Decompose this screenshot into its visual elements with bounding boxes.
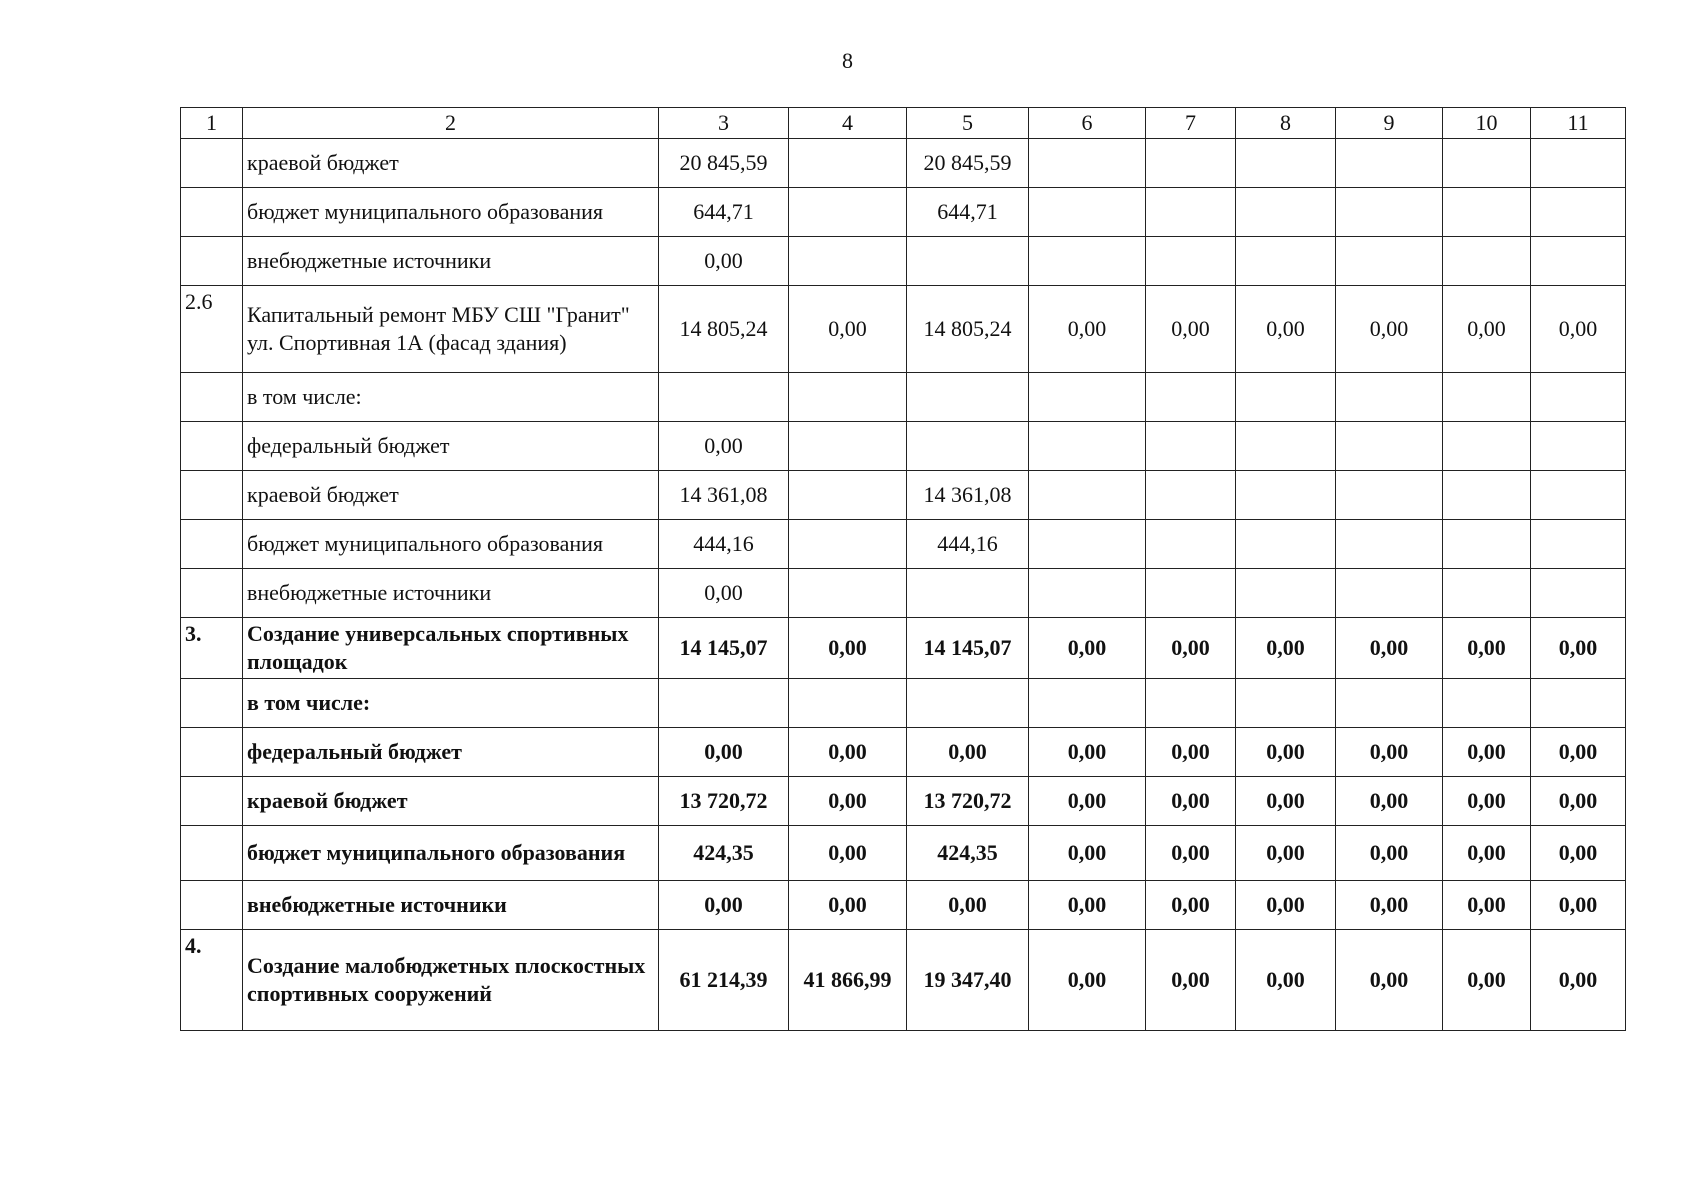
value-cell (789, 373, 907, 422)
row-label-cell: краевой бюджет (243, 777, 659, 826)
value-cell (1336, 679, 1443, 728)
value-cell (907, 679, 1029, 728)
value-cell: 0,00 (1336, 728, 1443, 777)
row-number-cell: 3. (181, 618, 243, 679)
table-header-row (181, 108, 1626, 139)
value-cell (789, 520, 907, 569)
column-header: 9 (1336, 108, 1443, 139)
row-label-cell: внебюджетные источники (243, 881, 659, 930)
column-header: 8 (1236, 108, 1336, 139)
table-row (181, 569, 1626, 618)
value-cell (907, 373, 1029, 422)
value-cell: 0,00 (789, 286, 907, 373)
value-cell (1443, 139, 1531, 188)
table-row (181, 286, 1626, 373)
value-cell (1029, 139, 1146, 188)
value-cell (1336, 188, 1443, 237)
value-cell: 0,00 (789, 728, 907, 777)
value-cell: 0,00 (1531, 777, 1626, 826)
value-cell: 0,00 (789, 777, 907, 826)
column-header: 10 (1443, 108, 1531, 139)
value-cell: 0,00 (1443, 728, 1531, 777)
value-cell: 0,00 (1236, 728, 1336, 777)
row-label-cell: внебюджетные источники (243, 237, 659, 286)
value-cell: 0,00 (1236, 286, 1336, 373)
value-cell (1531, 139, 1626, 188)
value-cell: 41 866,99 (789, 930, 907, 1031)
value-cell: 0,00 (1336, 286, 1443, 373)
row-number-cell (181, 373, 243, 422)
table-row (181, 373, 1626, 422)
value-cell: 0,00 (907, 881, 1029, 930)
column-header: 2 (243, 108, 659, 139)
value-cell: 0,00 (1146, 286, 1236, 373)
value-cell: 14 805,24 (659, 286, 789, 373)
value-cell: 20 845,59 (659, 139, 789, 188)
row-number-cell (181, 139, 243, 188)
row-label-cell: федеральный бюджет (243, 422, 659, 471)
value-cell: 14 145,07 (659, 618, 789, 679)
value-cell: 424,35 (659, 826, 789, 881)
row-label-cell: внебюджетные источники (243, 569, 659, 618)
value-cell (1029, 237, 1146, 286)
table-row (181, 471, 1626, 520)
value-cell (1336, 237, 1443, 286)
value-cell: 0,00 (1236, 826, 1336, 881)
value-cell: 0,00 (1336, 826, 1443, 881)
value-cell: 0,00 (1029, 286, 1146, 373)
value-cell: 14 361,08 (659, 471, 789, 520)
value-cell: 0,00 (659, 728, 789, 777)
row-number-cell (181, 569, 243, 618)
row-number-cell (181, 826, 243, 881)
value-cell (1146, 471, 1236, 520)
value-cell: 0,00 (1236, 777, 1336, 826)
value-cell (1443, 569, 1531, 618)
value-cell (789, 139, 907, 188)
row-number-cell (181, 422, 243, 471)
value-cell (1236, 188, 1336, 237)
value-cell: 0,00 (659, 422, 789, 471)
row-number-cell (181, 237, 243, 286)
value-cell (1029, 373, 1146, 422)
value-cell: 61 214,39 (659, 930, 789, 1031)
value-cell: 0,00 (1531, 930, 1626, 1031)
value-cell (1531, 520, 1626, 569)
row-label-cell: краевой бюджет (243, 139, 659, 188)
value-cell: 0,00 (1531, 826, 1626, 881)
row-number-cell (181, 188, 243, 237)
value-cell (1443, 422, 1531, 471)
row-number-cell: 2.6 (181, 286, 243, 373)
value-cell (789, 422, 907, 471)
row-label-cell: в том числе: (243, 373, 659, 422)
value-cell: 0,00 (1443, 286, 1531, 373)
table-row (181, 520, 1626, 569)
value-cell: 0,00 (1336, 618, 1443, 679)
value-cell (1146, 569, 1236, 618)
value-cell: 0,00 (1236, 618, 1336, 679)
value-cell: 0,00 (1029, 777, 1146, 826)
value-cell: 0,00 (1443, 618, 1531, 679)
value-cell (907, 569, 1029, 618)
value-cell (1531, 471, 1626, 520)
value-cell (1336, 373, 1443, 422)
value-cell (1336, 569, 1443, 618)
page-number: 8 (842, 48, 853, 73)
value-cell (1336, 471, 1443, 520)
value-cell: 13 720,72 (907, 777, 1029, 826)
value-cell (907, 237, 1029, 286)
value-cell: 13 720,72 (659, 777, 789, 826)
value-cell (1443, 237, 1531, 286)
column-header: 6 (1029, 108, 1146, 139)
row-label-cell: бюджет муниципального образования (243, 826, 659, 881)
value-cell: 0,00 (1029, 881, 1146, 930)
column-header: 5 (907, 108, 1029, 139)
value-cell: 0,00 (1029, 930, 1146, 1031)
value-cell (1443, 188, 1531, 237)
value-cell (1146, 373, 1236, 422)
value-cell (1146, 139, 1236, 188)
value-cell: 0,00 (1146, 618, 1236, 679)
value-cell: 19 347,40 (907, 930, 1029, 1031)
row-number-cell (181, 520, 243, 569)
value-cell: 14 805,24 (907, 286, 1029, 373)
value-cell: 0,00 (1531, 286, 1626, 373)
value-cell (1146, 520, 1236, 569)
value-cell (789, 237, 907, 286)
value-cell: 0,00 (1029, 618, 1146, 679)
value-cell (1531, 237, 1626, 286)
row-label-cell: краевой бюджет (243, 471, 659, 520)
value-cell: 0,00 (659, 237, 789, 286)
value-cell: 0,00 (1146, 728, 1236, 777)
value-cell (1146, 679, 1236, 728)
value-cell: 444,16 (659, 520, 789, 569)
value-cell: 0,00 (1029, 826, 1146, 881)
value-cell (659, 373, 789, 422)
value-cell (1236, 139, 1336, 188)
row-number-cell: 4. (181, 930, 243, 1031)
table-row (181, 139, 1626, 188)
row-label-cell: в том числе: (243, 679, 659, 728)
column-header: 4 (789, 108, 907, 139)
row-label-cell: Создание универсальных спортивных площадок (243, 618, 659, 679)
table-row (181, 881, 1626, 930)
value-cell (1029, 679, 1146, 728)
value-cell (1531, 422, 1626, 471)
value-cell (1236, 373, 1336, 422)
value-cell (1443, 679, 1531, 728)
value-cell (1336, 520, 1443, 569)
value-cell: 0,00 (1531, 618, 1626, 679)
value-cell (789, 188, 907, 237)
value-cell: 0,00 (659, 881, 789, 930)
value-cell (1236, 679, 1336, 728)
value-cell (1146, 422, 1236, 471)
value-cell: 644,71 (907, 188, 1029, 237)
row-number-cell (181, 728, 243, 777)
value-cell (1531, 679, 1626, 728)
value-cell (789, 679, 907, 728)
value-cell: 0,00 (907, 728, 1029, 777)
value-cell: 0,00 (659, 569, 789, 618)
value-cell (1236, 520, 1336, 569)
value-cell (789, 471, 907, 520)
value-cell: 0,00 (1146, 930, 1236, 1031)
value-cell (1531, 373, 1626, 422)
value-cell: 0,00 (1443, 777, 1531, 826)
value-cell (1029, 471, 1146, 520)
table-row (181, 930, 1626, 1031)
value-cell: 0,00 (1146, 881, 1236, 930)
row-label-cell: бюджет муниципального образования (243, 520, 659, 569)
value-cell (1443, 520, 1531, 569)
column-header: 11 (1531, 108, 1626, 139)
value-cell (1336, 139, 1443, 188)
value-cell: 424,35 (907, 826, 1029, 881)
table-row (181, 826, 1626, 881)
value-cell (789, 569, 907, 618)
value-cell (1236, 422, 1336, 471)
value-cell (1443, 471, 1531, 520)
row-number-cell (181, 679, 243, 728)
value-cell: 644,71 (659, 188, 789, 237)
value-cell: 0,00 (789, 618, 907, 679)
row-label-cell: федеральный бюджет (243, 728, 659, 777)
column-header: 3 (659, 108, 789, 139)
value-cell (1236, 569, 1336, 618)
value-cell: 0,00 (1236, 930, 1336, 1031)
budget-table (180, 107, 1626, 1031)
value-cell: 0,00 (1531, 881, 1626, 930)
value-cell: 0,00 (1146, 777, 1236, 826)
value-cell: 14 361,08 (907, 471, 1029, 520)
value-cell (1336, 422, 1443, 471)
column-header: 7 (1146, 108, 1236, 139)
value-cell (1146, 237, 1236, 286)
table-row (181, 618, 1626, 679)
value-cell (1029, 422, 1146, 471)
value-cell (1531, 569, 1626, 618)
table-row (181, 679, 1626, 728)
value-cell (1146, 188, 1236, 237)
table-row (181, 422, 1626, 471)
row-label-cell: Создание малобюджетных плоскостных спортивных сооружений (243, 930, 659, 1031)
row-number-cell (181, 471, 243, 520)
value-cell: 0,00 (1236, 881, 1336, 930)
value-cell: 0,00 (1531, 728, 1626, 777)
value-cell: 0,00 (789, 881, 907, 930)
row-number-cell (181, 777, 243, 826)
value-cell: 0,00 (1443, 881, 1531, 930)
table-row (181, 777, 1626, 826)
value-cell (1236, 471, 1336, 520)
value-cell: 0,00 (1443, 826, 1531, 881)
value-cell: 0,00 (1336, 777, 1443, 826)
value-cell: 0,00 (1146, 826, 1236, 881)
value-cell: 14 145,07 (907, 618, 1029, 679)
table-row (181, 728, 1626, 777)
value-cell (659, 679, 789, 728)
value-cell: 0,00 (789, 826, 907, 881)
value-cell: 0,00 (1336, 930, 1443, 1031)
value-cell (1531, 188, 1626, 237)
value-cell: 0,00 (1029, 728, 1146, 777)
row-number-cell (181, 881, 243, 930)
value-cell: 444,16 (907, 520, 1029, 569)
value-cell (1236, 237, 1336, 286)
row-label-cell: бюджет муниципального образования (243, 188, 659, 237)
row-label-cell: Капитальный ремонт МБУ СШ "Гранит" ул. Спортивная 1А (фасад здания) (243, 286, 659, 373)
column-header: 1 (181, 108, 243, 139)
value-cell (1443, 373, 1531, 422)
value-cell: 0,00 (1443, 930, 1531, 1031)
value-cell: 20 845,59 (907, 139, 1029, 188)
value-cell (907, 422, 1029, 471)
value-cell: 0,00 (1336, 881, 1443, 930)
table-row (181, 188, 1626, 237)
value-cell (1029, 520, 1146, 569)
value-cell (1029, 569, 1146, 618)
value-cell (1029, 188, 1146, 237)
table-row (181, 237, 1626, 286)
